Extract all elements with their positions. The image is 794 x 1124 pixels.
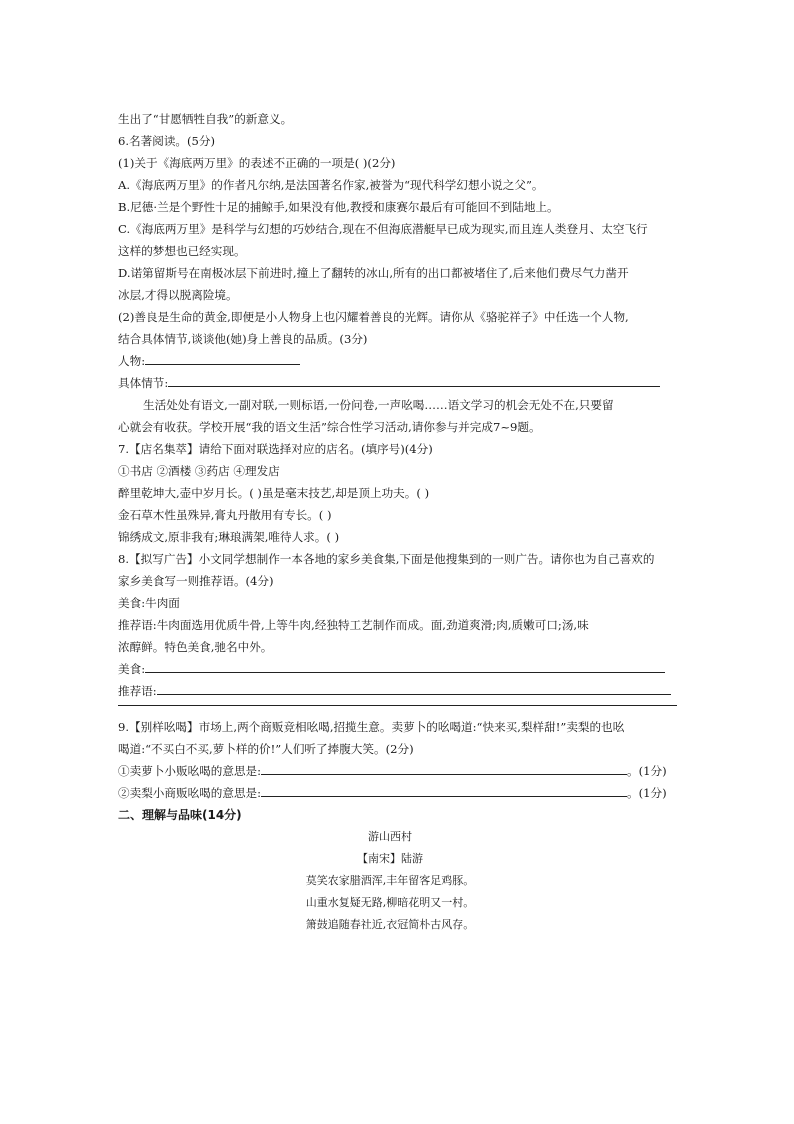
option-d-cont: 冰层,才得以脱离险境。 — [118, 288, 238, 302]
poem-line-2: 山重水复疑无路,柳暗花明又一村。 — [305, 896, 475, 909]
text-line: 生出了“甘愿牺牲自我”的新意义。 — [118, 112, 293, 126]
recommendation-label: 推荐语: — [118, 684, 157, 698]
intro-paragraph: 生活处处有语文,一副对联,一则标语,一份问卷,一声吆喝……语文学习的机会无处不在,只要留 — [143, 398, 614, 412]
character-label: 人物: — [118, 354, 146, 368]
sample-recommendation: 推荐语:牛肉面选用优质牛骨,上等牛肉,经独特工艺制作而成。面,劲道爽滑;肉,质嫩可口;汤,味 — [118, 618, 589, 632]
question-8-heading-cont: 家乡美食写一则推荐语。(4分) — [118, 574, 274, 588]
option-c-cont: 这样的梦想也已经实现。 — [118, 244, 246, 258]
question-9-2-score: 。(1分) — [627, 786, 667, 800]
section-2-heading: 二、理解与品味(14分) — [118, 808, 242, 822]
plot-answer-blank[interactable] — [168, 375, 660, 387]
option-b: B.尼德·兰是个野性十足的捕鲸手,如果没有他,教授和康赛尔最后有可能回不到陆地上。 — [118, 200, 559, 214]
poem-line-1: 莫笑农家腊酒浑,丰年留客足鸡豚。 — [305, 874, 475, 887]
intro-paragraph-cont: 心就会有收获。学校开展“我的语文生活”综合性学习活动,请你参与并完成7~9题。 — [118, 420, 541, 434]
question-6-heading: 6.名著阅读。(5分) — [118, 134, 216, 148]
recommendation-answer-row — [118, 683, 678, 699]
food-answer-blank[interactable] — [145, 661, 665, 673]
plot-label: 具体情节: — [118, 376, 169, 390]
option-a: A.《海底两万里》的作者凡尔纳,是法国著名作家,被誉为“现代科学幻想小说之父”。 — [118, 178, 544, 192]
couplet-4: 锦绣成文,原非我有;琳琅满架,唯待人求。( ) — [118, 530, 340, 544]
character-answer-blank[interactable] — [145, 353, 300, 365]
question-7-choices: ①书店 ②酒楼 ③药店 ④理发店 — [118, 464, 280, 478]
question-8-heading: 8.【拟写广告】小文同学想制作一本各地的家乡美食集,下面是他搜集到的一则广告。请你也为自己喜欢的 — [118, 552, 655, 566]
question-7-heading: 7.【店名集萃】请给下面对联选择对应的店名。(填序号)(4分) — [118, 442, 433, 456]
poem-title: 游山西村 — [368, 830, 412, 843]
question-9-1-blank[interactable] — [261, 763, 627, 775]
food-answer-row — [118, 661, 678, 677]
recommendation-answer-blank[interactable] — [157, 683, 671, 695]
question-6-2-stem-cont: 结合具体情节,谈谈他(她)身上善良的品质。(3分) — [118, 332, 368, 346]
couplet-3: 金石草木性虽殊异,膏丸丹散用有专长。( ) — [118, 508, 332, 522]
food-label: 美食: — [118, 662, 146, 676]
sample-food: 美食:牛肉面 — [118, 596, 180, 610]
question-9-2-label: ②卖梨小商贩吆喝的意思是: — [118, 786, 262, 800]
poem-author: 【南宋】陆游 — [357, 852, 423, 865]
poem-line-3: 箫鼓追随春社近,衣冠简朴古风存。 — [305, 918, 475, 931]
option-c: C.《海底两万里》是科学与幻想的巧妙结合,现在不但海底潜艇早已成为现实,而且连人类登月、太空飞行 — [118, 222, 648, 236]
question-6-2-stem: (2)善良是生命的黄金,即便是小人物身上也闪耀着善良的光辉。请你从《骆驼祥子》中任选一个人物, — [118, 310, 629, 324]
option-d: D.诺第留斯号在南极冰层下前进时,撞上了翻转的冰山,所有的出口都被堵住了,后来他们费尽气力凿开 — [118, 266, 629, 280]
recommendation-answer-blank-2[interactable] — [118, 705, 677, 706]
couplet-1-2: 醉里乾坤大,壶中岁月长。( )虽是毫末技艺,却是顶上功夫。( ) — [118, 486, 430, 500]
question-6-1-stem: (1)关于《海底两万里》的表述不正确的一项是( )(2分) — [118, 156, 396, 170]
question-9-2-blank[interactable] — [261, 785, 627, 797]
question-9-2-row — [118, 785, 678, 801]
sample-recommendation-cont: 浓醇鲜。特色美食,驰名中外。 — [118, 640, 273, 654]
question-9-heading-cont: 喝道:“不买白不买,萝卜样的价!”人们听了捧腹大笑。(2分) — [118, 742, 414, 756]
question-9-1-score: 。(1分) — [627, 764, 667, 778]
question-9-heading: 9.【别样吆喝】市场上,两个商贩竞相吆喝,招揽生意。卖萝卜的吆喝道:“快来买,梨样甜!”卖梨的也吆 — [118, 720, 625, 734]
character-answer-row — [118, 353, 678, 369]
plot-answer-row — [118, 375, 678, 391]
question-9-1-row — [118, 763, 678, 779]
question-9-1-label: ①卖萝卜小贩吆喝的意思是: — [118, 764, 262, 778]
